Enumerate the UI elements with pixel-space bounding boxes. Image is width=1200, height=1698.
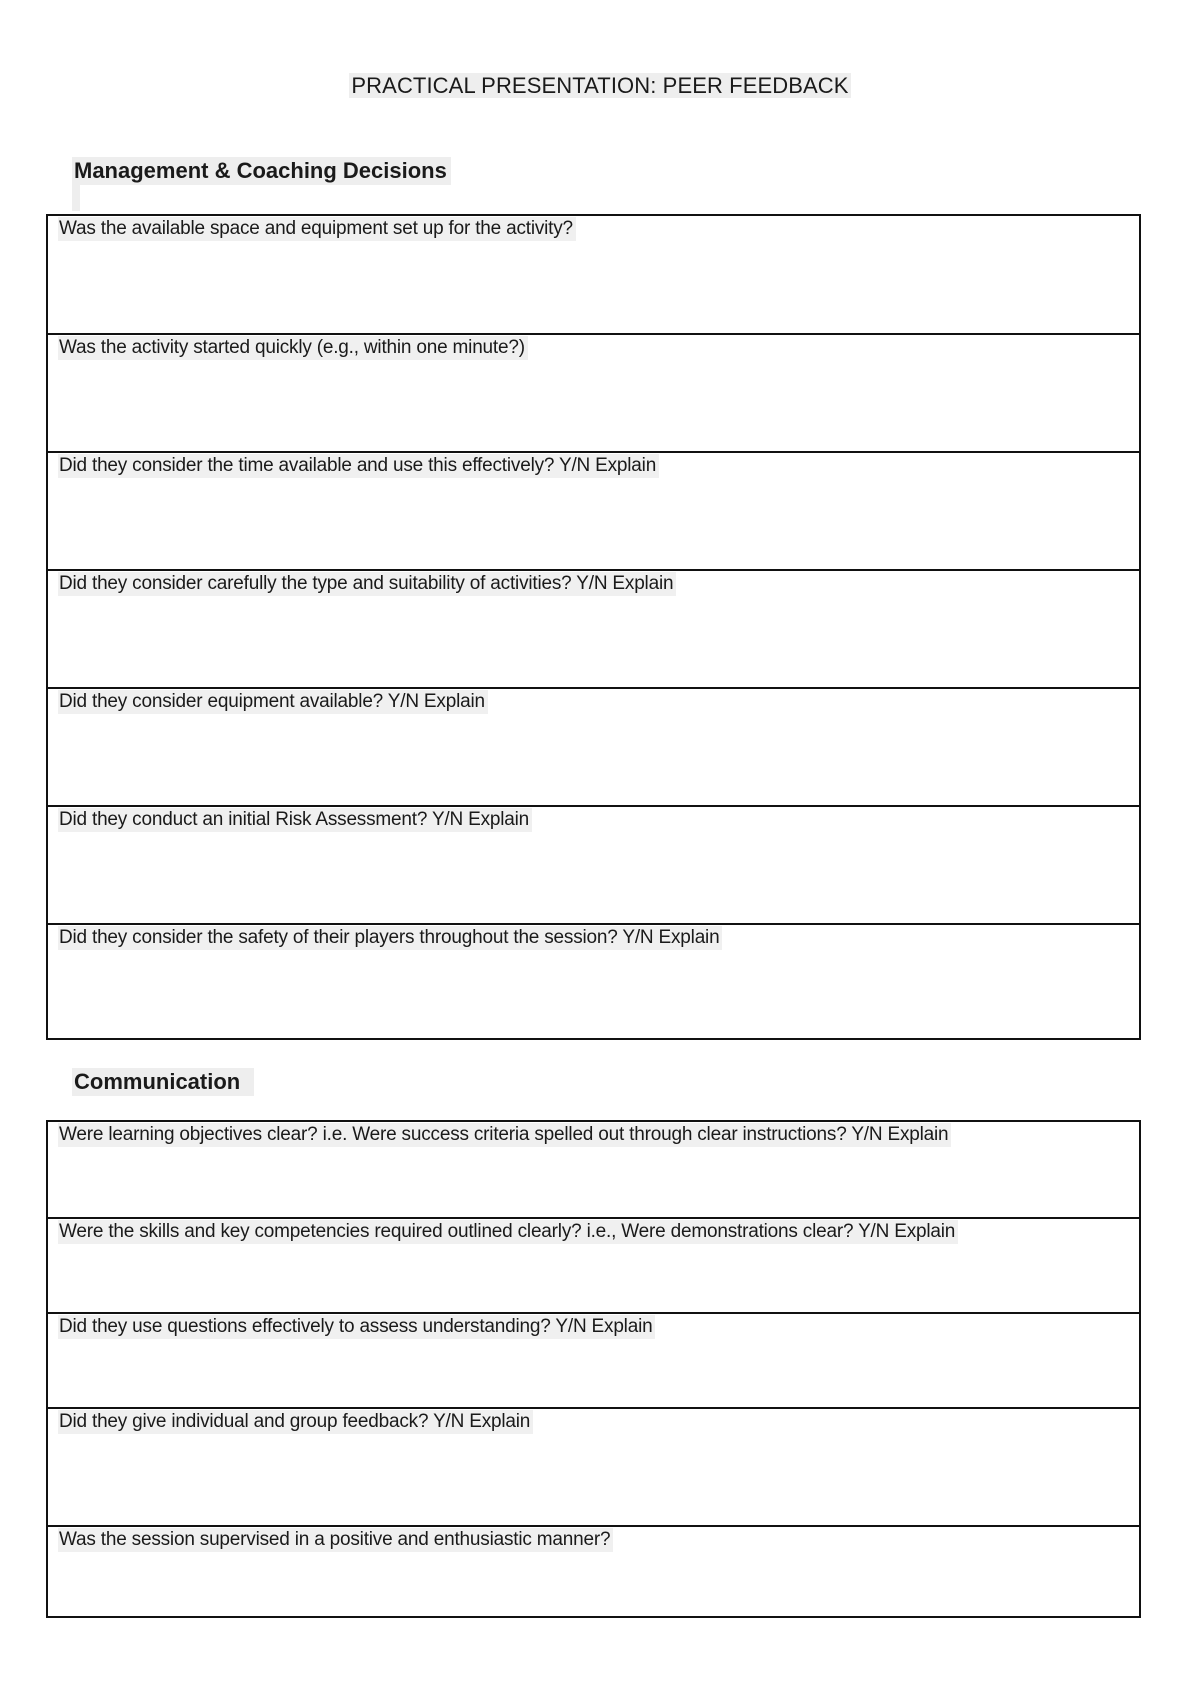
question-row[interactable] xyxy=(48,1525,1139,1619)
question-label: Did they use questions effectively to assess understanding? Y/N Explain xyxy=(58,1315,655,1339)
question-label: Did they consider equipment available? Y/N Explain xyxy=(58,690,488,714)
management-questions-table xyxy=(46,214,1141,1040)
question-label: Was the activity started quickly (e.g., within one minute?) xyxy=(58,336,528,360)
question-row[interactable] xyxy=(48,1122,1139,1217)
question-row[interactable] xyxy=(48,687,1139,805)
question-row[interactable] xyxy=(48,569,1139,687)
question-row[interactable] xyxy=(48,923,1139,1041)
question-label: Were the skills and key competencies required outlined clearly? i.e., Were demonstrations clear? Y/N Explain xyxy=(58,1220,958,1244)
question-label: Did they give individual and group feedback? Y/N Explain xyxy=(58,1410,533,1434)
question-label: Did they conduct an initial Risk Assessment? Y/N Explain xyxy=(58,808,532,832)
question-label: Did they consider carefully the type and suitability of activities? Y/N Explain xyxy=(58,572,676,596)
document-title-text: PRACTICAL PRESENTATION: PEER FEEDBACK xyxy=(351,73,849,98)
section-heading-management: Management & Coaching Decisions xyxy=(72,157,451,185)
question-label: Did they consider the time available and use this effectively? Y/N Explain xyxy=(58,454,659,478)
question-label: Was the session supervised in a positive and enthusiastic manner? xyxy=(58,1528,613,1552)
document-title xyxy=(0,72,1200,100)
section-heading-communication: Communication xyxy=(72,1068,254,1096)
question-row[interactable] xyxy=(48,216,1139,333)
question-label: Did they consider the safety of their players throughout the session? Y/N Explain xyxy=(58,926,722,950)
heading-shading-tab xyxy=(72,185,80,211)
question-row[interactable] xyxy=(48,451,1139,569)
question-row[interactable] xyxy=(48,333,1139,451)
question-row[interactable] xyxy=(48,1312,1139,1407)
question-row[interactable] xyxy=(48,1407,1139,1525)
question-row[interactable] xyxy=(48,1217,1139,1312)
question-label: Was the available space and equipment set up for the activity? xyxy=(58,217,576,241)
communication-questions-table xyxy=(46,1120,1141,1618)
question-label: Were learning objectives clear? i.e. Were success criteria spelled out through clear instructions? Y/N Explain xyxy=(58,1123,951,1147)
question-row[interactable] xyxy=(48,805,1139,923)
